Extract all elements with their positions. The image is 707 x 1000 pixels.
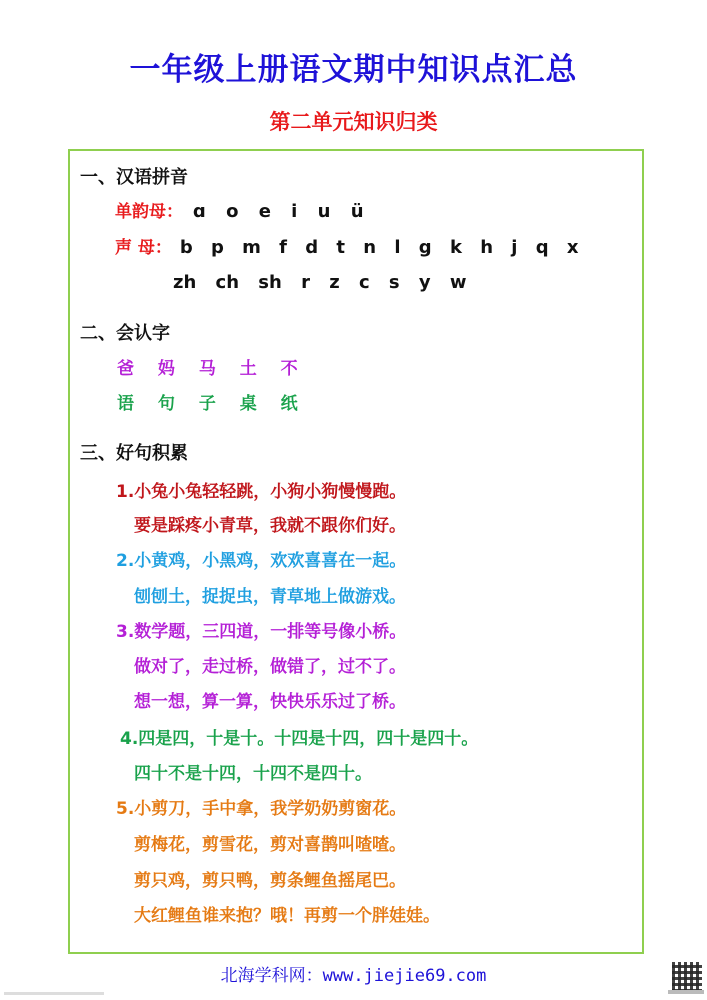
poem-line: 大红鲤鱼谁来抱？哦！再剪一个胖娃娃。 [134,906,440,926]
poem-line: 刨刨土，捉捉虫，青草地上做游戏。 [134,587,406,607]
tiny-footer-text [4,992,104,995]
poem-line: 想一想，算一算，快快乐乐过了桥。 [134,692,406,712]
qr-caption [668,990,704,994]
footer-website[interactable] [0,962,707,990]
page-title: 一年级上册语文期中知识点汇总 [129,52,578,88]
poem-line: 做对了，走过桥，做错了，过不了。 [134,657,406,677]
poem-line: 要是踩疼小青草，我就不跟你们好。 [134,516,406,536]
poem-line: 剪只鸡，剪只鸭，剪条鲤鱼摇尾巴。 [134,871,406,891]
section-heading-characters: 二、会认字 [80,323,170,344]
initials-list-2: zh ch sh r z c s y w [173,272,467,293]
section-heading-pinyin: 一、汉语拼音 [80,167,188,188]
characters-row-2: 语 句 子 桌 纸 [117,394,298,414]
poem-line: 3.数学题，三四道，一排等号像小桥。 [116,622,407,642]
section-heading-sentences: 三、好句积累 [80,443,188,464]
poem-line: 5.小剪刀，手中拿，我学奶奶剪窗花。 [116,799,407,819]
poem-line: 4.四是四，十是十。十四是十四，四十是四十。 [120,729,479,749]
initials-list-1: b p m f d t n l g k h j q x [179,237,579,258]
initials-label: 声 母： [115,238,172,258]
page-subtitle: 第二单元知识归类 [269,110,438,134]
initials-row-1 [115,236,578,260]
poem-line: 1.小兔小兔轻轻跳，小狗小狗慢慢跑。 [116,482,407,502]
poem-line: 四十不是十四，十四不是四十。 [134,764,372,784]
single-finals-row [115,200,364,224]
qr-code-icon [672,962,702,992]
footer-label: 北海学科网： [220,966,323,986]
single-finals-list: ɑ o e i u ü [192,201,364,222]
poem-line: 2.小黄鸡，小黑鸡，欢欢喜喜在一起。 [116,551,407,571]
characters-row-1: 爸 妈 马 土 不 [117,359,298,379]
footer-url-link[interactable]: www.jiejie69.com [322,966,487,986]
poem-line: 剪梅花，剪雪花，剪对喜鹊叫喳喳。 [134,835,406,855]
single-finals-label: 单韵母： [115,202,183,222]
initials-row-2 [173,271,467,295]
